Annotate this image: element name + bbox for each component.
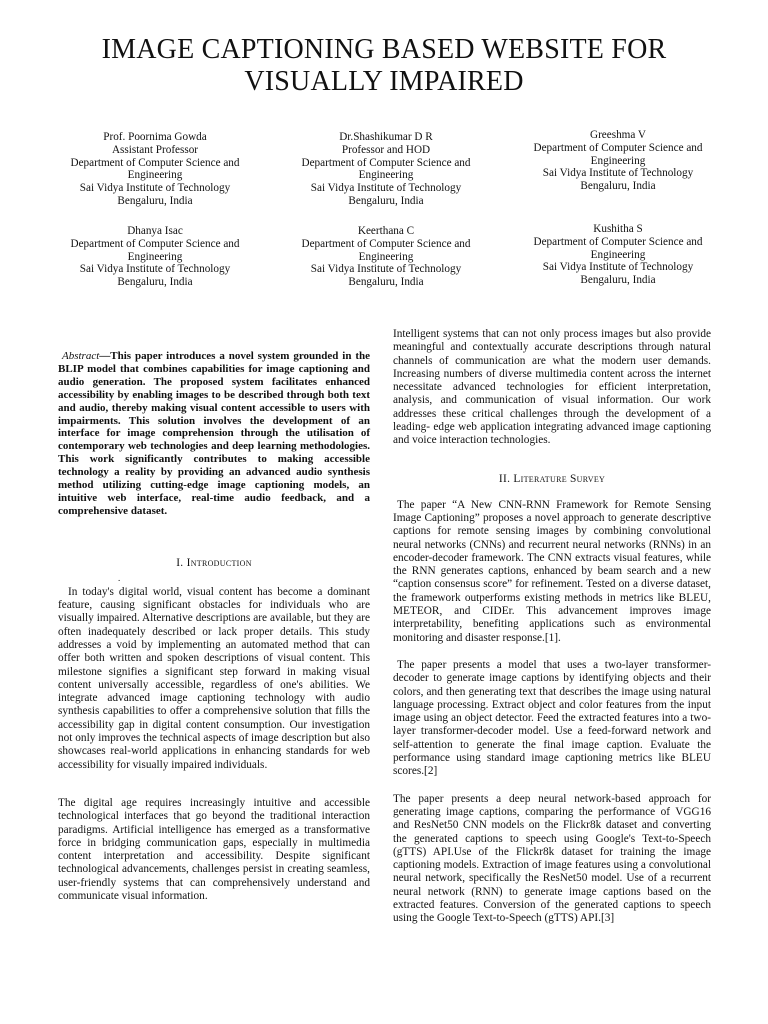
author-institute: Sai Vidya Institute of Technology [310,182,462,195]
intro-paragraph-3: Intelligent systems that can not only process images but also provide meaningful and contextually accurate descriptions through natural channels of communication are what the modern user demands. Increasing numbers of diverse multimedia content across the internet necessitate advanced technologies for efficient interpretation, analysis, and communication of visual information. Our work addresses these critical challenges through the development of a leading- edge web application integrating advanced image captioning and voice interaction technologies. [393,328,711,447]
author-institute: Sai Vidya Institute of Technology [542,167,694,180]
author-dept-2: Engineering [358,250,414,263]
abstract-text: —This paper introduces a novel system grounded in the BLIP model that combines capabilities for image captioning and audio generation. The proposed system facilitates enhanced accessibility by enabling images to be described through both text and audio, thereby making visual content accessible to users with impairments. This solution involves the development of an interface for image comprehension through the utilisation of contemporary web technologies and deep learning methodologies. This work significantly contributes to making accessible technology a reality by providing an advanced audio synthesis method utilizing cutting-edge image captioning models, an intuitive web interface, real-time audio feedback, and a comprehensive dataset. [58,350,370,517]
author-location: Bengaluru, India [117,276,193,289]
author-dept-2: Engineering [127,250,183,263]
right-column [393,328,711,926]
section-heading-introduction: I. Introduction [176,556,252,569]
author-location: Bengaluru, India [580,180,656,193]
author-institute: Sai Vidya Institute of Technology [79,182,231,195]
author-dept: Department of Computer Science and [301,237,471,250]
intro-paragraph-1: In today's digital world, visual content has become a dominant feature, causing significant obstacles for individuals who are visually impaired. Alternative descriptions are available, but they are often inadequately described or lack proper details. This study addresses a void by implementing an automated method that can offer both written and spoken descriptions of visual content. This milestone signifies a significant step forward in making visual content universally accessible, regardless of one's abilities. We integrate advanced image captioning technology with audio synthesis capabilities to offer a comprehensive solution that fills the accessibility gap in digital content consumption. Our investigation not only improves the technical aspects of image description but also showcases real-world applications in enhancing standards for web accessibility for visually impaired individuals. [58,585,370,771]
author-title: Assistant Professor [111,143,199,156]
author-location: Bengaluru, India [117,194,193,207]
author-name: Kushitha S [593,223,643,235]
author-4 [40,225,270,289]
author-institute: Sai Vidya Institute of Technology [79,263,231,276]
author-name: Prof. Poornima Gowda [103,131,207,143]
author-location: Bengaluru, India [348,276,424,289]
author-location: Bengaluru, India [580,274,656,287]
author-dept-2: Engineering [590,248,646,261]
author-dept: Department of Computer Science and [533,141,703,154]
section-heading-literature-survey: II. Literature Survey [498,472,606,485]
author-3 [503,129,733,193]
abstract-label: Abstract [62,350,100,362]
author-name: Dhanya Isac [127,225,183,237]
author-dept: Department of Computer Science and [301,156,471,169]
author-name: Greeshma V [589,129,647,141]
author-dept-2: Engineering [590,154,646,167]
abstract [58,350,370,518]
author-institute: Sai Vidya Institute of Technology [542,261,694,274]
author-title: Professor and HOD [341,143,431,156]
stray-mark: . [118,572,121,583]
paper-title [40,34,728,98]
author-location: Bengaluru, India [348,194,424,207]
literature-paragraph-2: The paper presents a model that uses a two-layer transformer-decoder to generate image captions by identifying objects and their colors, and then generating text that describes the image using natural language processing. Extract object and color features from the input image using an object detector. Feed the extracted features into a two-layer transformer-decoder model. Use a feed-forward network and self-attention to generate the final image caption. Evaluate the performance using standard image captioning metrics like BLEU scores.[2] [393,658,711,778]
author-dept: Department of Computer Science and [533,235,703,248]
author-dept: Department of Computer Science and [70,156,240,169]
author-name: Dr.Shashikumar D R [339,131,433,143]
intro-paragraph-2: The digital age requires increasingly intuitive and accessible technological interfaces that go beyond the traditional interaction paradigms. Artificial intelligence has emerged as a transformative force in bridging communication gaps, especially in multimedia content interpretation and accessibility. Despite significant technological advancements, challenges persist in creating seamless, user-friendly systems that can comprehensively understand and communicate visual information. [58,796,370,903]
title-line-2: VISUALLY IMPAIRED [244,66,524,97]
author-name: Keerthana C [357,225,415,237]
author-dept: Department of Computer Science and [70,237,240,250]
author-institute: Sai Vidya Institute of Technology [310,263,462,276]
literature-paragraph-1: The paper “A New CNN-RNN Framework for Remote Sensing Image Captioning” proposes a novel approach to generate descriptive captions for remote sensing images by combining convolutional neural networks (CNNs) and recurrent neural networks (RNNs) in an encoder-decoder framework. The CNN extracts visual features, while the RNN generates captions, enhanced by beam search and a new “caption consensus score” for refinement. Tested on a diverse dataset, the framework outperforms existing methods in metrics like BLEU, METEOR, and CIDEr. This advancement improves image interpretability, benefiting applications such as environmental monitoring and disaster response.[1]. [393,498,711,644]
author-dept-2: Engineering [127,169,183,182]
left-column [58,350,370,903]
title-line-1: IMAGE CAPTIONING BASED WEBSITE FOR [101,34,667,65]
literature-paragraph-3: The paper presents a deep neural network-based approach for generating image captions, comparing the performance of VGG16 and ResNet50 CNN models on the Flickr8k dataset and converting the generated captions to speech using Google's Text-to-Speech (gTTS) API.Use of the Flickr8k dataset for training the image captioning models. Extraction of image features using a convolutional neural network, specifically the ResNet50 model. Use of a recurrent neural network (RNN) to generate image captions based on the extracted features. Conversion of the generated captions to speech using the Google Text-to-Speech (gTTS) API.[3] [393,792,711,925]
author-2 [271,131,501,208]
author-6 [503,223,733,287]
author-1 [40,131,270,208]
author-dept-2: Engineering [358,169,414,182]
author-5 [271,225,501,289]
